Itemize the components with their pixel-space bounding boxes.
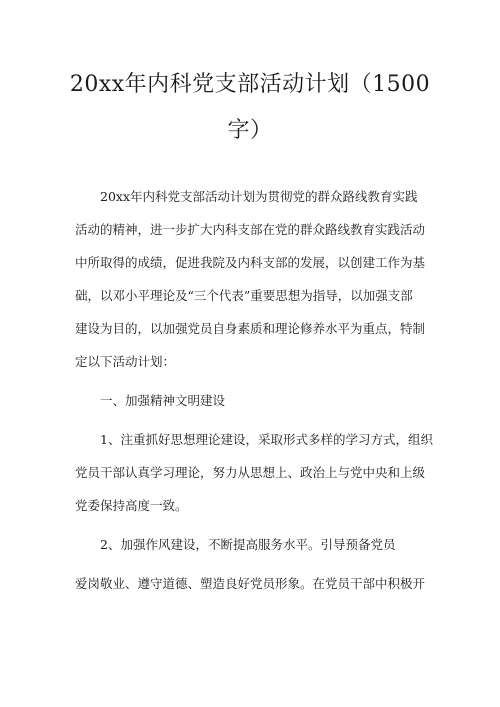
document-title: [60, 62, 440, 154]
paragraph-line: 爱岗敬业、遵守道德、塑造良好党员形象。在党员干部中积极开: [75, 576, 426, 591]
paragraph-item-2-cont: [75, 567, 435, 600]
paragraph-line: 活动的精神，进一步扩大内科支部在党的群众路线教育实践活动: [75, 222, 426, 237]
paragraph-line: 2、加强作风建设，不断提高服务水平。引导预备党员: [75, 537, 396, 552]
heading-line: 一、加强精神文明建设: [75, 393, 226, 408]
paragraph-line: 础，以邓小平理论及“三个代表”重要思想为指导，以加强支部: [75, 288, 413, 303]
section-heading-1: [75, 384, 435, 417]
title-line-1: 20xx年内科党支部活动计划（1500: [69, 72, 431, 97]
paragraph-line: 建设为目的，以加强党员自身素质和理论修养水平为重点，特制: [75, 321, 426, 336]
paragraph-item-1: [75, 423, 435, 522]
paragraph-line: 定以下活动计划：: [75, 354, 176, 369]
paragraph-line: 1、注重抓好思想理论建设，采取形式多样的学习方式，组织: [75, 432, 433, 447]
paragraph-line: 中所取得的成绩，促进我院及内科支部的发展，以创建工作为基: [75, 255, 426, 270]
title-line-2: 字）: [227, 118, 273, 143]
paragraph-item-2: [75, 528, 435, 561]
document-body: [75, 180, 435, 600]
paragraph-line: 党员干部认真学习理论，努力从思想上、政治上与党中央和上级: [75, 465, 426, 480]
paragraph-line: 党委保持高度一致。: [75, 498, 188, 513]
paragraph-line: 20xx年内科党支部活动计划为贯彻党的群众路线教育实践: [75, 189, 418, 204]
paragraph-intro: [75, 180, 435, 378]
